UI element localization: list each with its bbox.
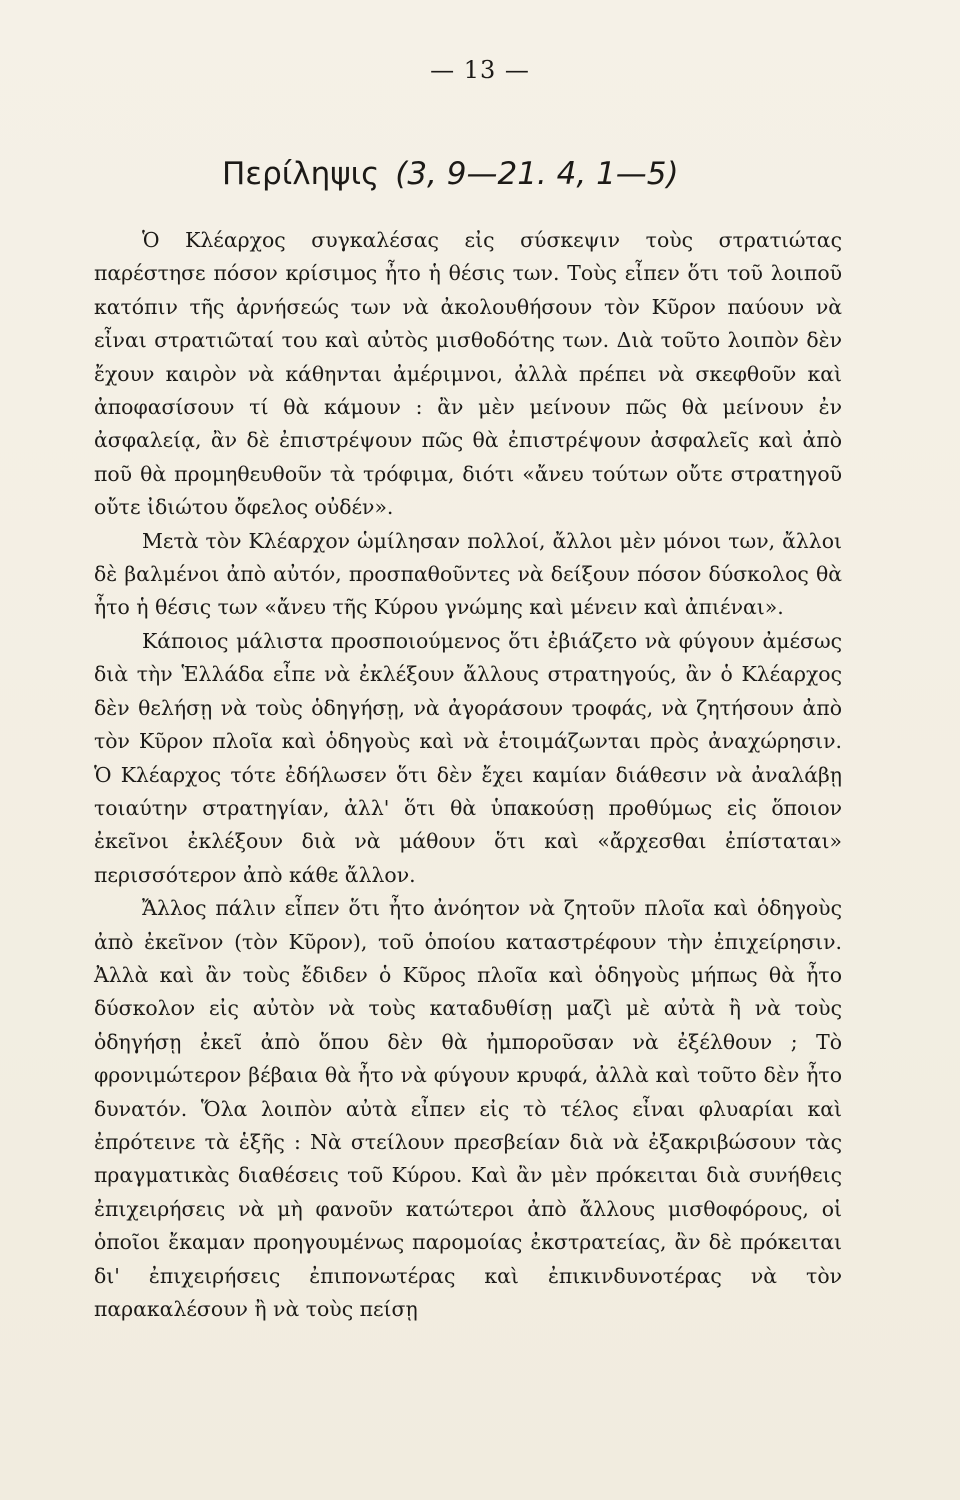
paragraph: Ὁ Κλέαρχος συγκαλέσας εἰς σύσκεψιν τοὺς στρατιώτας παρέστησε πόσον κρίσιμος ἦτο ἡ θέσις των. Τοὺς εἶπεν ὅτι τοῦ λοιποῦ κατόπιν τῆς ἀρνήσεώς των νὰ ἀκολουθήσουν τὸν Κῦρον παύουν νὰ εἶναι στρατιῶταί του καὶ αὐτὸς μισθοδότης των. Διὰ τοῦτο λοιπὸν δὲν ἔχουν καιρὸν νὰ κάθηνται ἀμέριμνοι, ἀλλὰ πρέπει νὰ σκεφθοῦν καὶ ἀποφασίσουν τί θὰ κάμουν : ἂν μὲν μείνουν πῶς θὰ μείνουν ἐν ἀσφαλείᾳ, ἂν δὲ ἐπιστρέψουν πῶς θὰ ἐπιστρέψουν ἀσφαλεῖς καὶ ἀπὸ ποῦ θὰ προμηθευθοῦν τὰ τρόφιμα, διότι «ἄνευ τούτων οὔτε στρατηγοῦ οὔτε ἰδιώτου ὄφελος οὐδέν». (94, 228, 842, 520)
paragraph: Κάποιος μάλιστα προσποιούμενος ὅτι ἐβιάζετο νὰ φύγουν ἀμέσως διὰ τὴν Ἑλλάδα εἶπε νὰ ἐκλέξουν ἄλλους στρατηγούς, ἂν ὁ Κλέαρχος δὲν θελήσῃ νὰ τοὺς ὁδηγήσῃ, νὰ ἀγοράσουν τροφάς, νὰ ζητήσουν ἀπὸ τὸν Κῦρον πλοῖα καὶ ὁδηγοὺς καὶ νὰ ἑτοιμάζωνται πρὸς ἀναχώρησιν. Ὁ Κλέαρχος τότε ἐδήλωσεν ὅτι δὲν ἔχει καμίαν διάθεσιν νὰ ἀναλάβῃ τοιαύτην στρατηγίαν, ἀλλ' ὅτι θὰ ὑπακούσῃ προθύμως εἰς ὅποιον ἐκεῖνοι ἐκλέξουν διὰ νὰ μάθουν ὅτι καὶ «ἄρχεσθαι ἐπίσταται» περισσότερον ἀπὸ κάθε ἄλλον. (94, 628, 842, 887)
heading-title: Περίληψις (222, 156, 380, 192)
section-heading (222, 156, 679, 192)
body-text (94, 224, 842, 1326)
paragraph: Μετὰ τὸν Κλέαρχον ὡμίλησαν πολλοί, ἄλλοι μὲν μόνοι των, ἄλλοι δὲ βαλμένοι ἀπὸ αὐτόν, προσπαθοῦντες νὰ δείξουν πόσον δύσκολος θὰ ἦτο ἡ θέσις των «ἄνευ τῆς Κύρου γνώμης καὶ μένειν καὶ ἀπιέναι». (94, 528, 842, 620)
heading-reference: (3, 9—21. 4, 1—5) (395, 156, 679, 192)
paragraph: Ἄλλος πάλιν εἶπεν ὅτι ἦτο ἀνόητον νὰ ζητοῦν πλοῖα καὶ ὁδηγοὺς ἀπὸ ἐκεῖνον (τὸν Κῦρον), τοῦ ὁποίου καταστρέφουν τὴν ἐπιχείρησιν. Ἀλλὰ καὶ ἂν τοὺς ἔδιδεν ὁ Κῦρος πλοῖα καὶ ὁδηγοὺς μήπως θὰ ἦτο δύσκολον εἰς αὐτὸν νὰ τοὺς καταδυθίσῃ μαζὶ μὲ αὐτὰ ἢ νὰ τοὺς ὁδηγήσῃ ἐκεῖ ἀπὸ ὅπου δὲν θὰ ἠμποροῦσαν νὰ ἐξέλθουν ; Τὸ φρονιμώτερον βέβαια θὰ ἦτο νὰ φύγουν κρυφά, ἀλλὰ καὶ τοῦτο δὲν ἦτο δυνατόν. Ὅλα λοιπὸν αὐτὰ εἶπεν εἰς τὸ τέλος εἶναι φλυαρίαι καὶ ἐπρότεινε τὰ ἑξῆς : Νὰ στείλουν πρεσβείαν διὰ νὰ ἐξακριβώσουν τὰς πραγματικὰς διαθέσεις τοῦ Κύρου. Καὶ ἂν μὲν πρόκειται διὰ συνήθεις ἐπιχειρήσεις νὰ μὴ φανοῦν κατώτεροι ἀπὸ ἄλλους μισθοφόρους, οἱ ὁποῖοι ἔκαμαν προηγουμένως παρομοίας ἐκστρατείας, ἂν δὲ πρόκειται δι' ἐπιχειρήσεις ἐπιπονωτέρας καὶ ἐπικινδυνοτέρας νὰ τὸν παρακαλέσουν ἢ νὰ τοὺς πείσῃ (94, 896, 842, 1321)
page-number: — 13 — (430, 56, 530, 84)
